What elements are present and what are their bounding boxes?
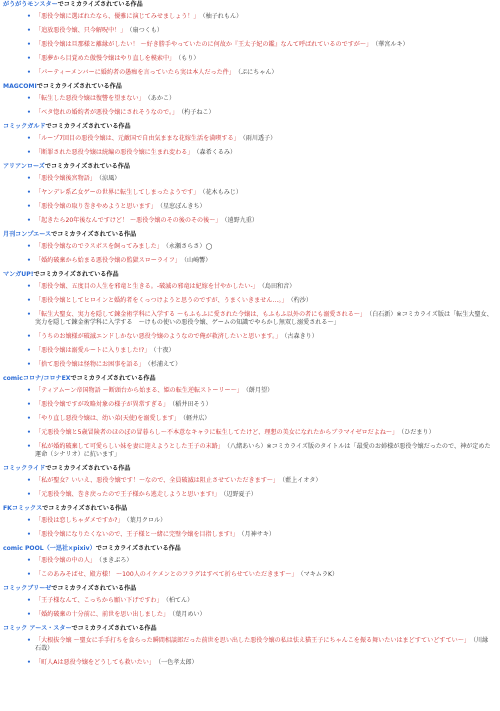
work-title: 「婚約破棄の十分前に、前世を思い出しました」 (35, 611, 167, 618)
work-list (27, 477, 494, 499)
publisher-link[interactable]: コミックライド (3, 465, 46, 472)
work-author: （葉月めい） (172, 611, 206, 618)
work-author: （一色孝太郎） (158, 659, 198, 666)
work-item (27, 55, 494, 63)
work-author: （十夜） (153, 347, 175, 354)
work-list (27, 283, 494, 369)
work-title: 「転生大聖女、実力を隠して錬金術学科に入学する ～もふもふに愛された令嬢は、もふもふ以外の者にも溺愛される～」 (35, 311, 363, 318)
work-title: 「悪役令嬢に選ばれたなら、優雅に演じてみせましょう！」 (35, 13, 197, 20)
work-author: （島田和音） (261, 283, 296, 290)
work-title: 「婚約破棄から始まる悪役令嬢の監獄スローライフ」 (35, 257, 178, 264)
work-title: 「悪役は恋しちゃダメですか?」 (35, 517, 121, 524)
work-author: （杓子ねこ） (181, 109, 215, 116)
work-author: （八緒あいら）※コミカライズ版のタイトルは「最愛のお姉様が悪役令嬢だったので、神が定めた運命（シナリオ）に抗います」 (35, 443, 491, 458)
work-author: （白石新）※コミカライズ版は「転生大聖女、実力を隠して錬金術学科に入学する ～けもの使いの悪役令嬢、ゲームの知識でやらかし無双し溺愛される～」 (35, 311, 493, 326)
work-author: （藍上イオタ） (282, 477, 322, 484)
work-author: （まきぶろ） (98, 557, 133, 564)
work-title: 「悪役令嬢は溺愛ルートに入りました!?」 (35, 347, 148, 354)
work-title: 「元悪役令嬢と5歳冒険者のほのぼの冒暮らし～不本意なキャラに転生してたけど、理想の美女になれたからブラマイゼロだよね～」 (35, 429, 396, 436)
work-title: 「捨て悪役令嬢は怪物にお困事を語る」 (35, 361, 142, 368)
publisher-link[interactable]: comicコロナ/コロナEX (3, 375, 71, 382)
work-item (27, 637, 494, 653)
work-title: 「起きたら20年後なんですけど！ ～悪役令嬢のその後のその後～」 (35, 217, 219, 224)
section-heading-suffix: でコミカライズされている作品 (45, 123, 131, 130)
section-heading-suffix: でコミカライズされている作品 (51, 585, 137, 592)
work-author: （柚子れもん） (202, 13, 243, 20)
work-item (27, 333, 494, 341)
work-author: （杉浦えて） (147, 361, 182, 368)
section-heading (3, 375, 494, 383)
work-list (27, 135, 494, 157)
publisher-link[interactable]: コミックガルド (3, 123, 46, 130)
work-list (27, 517, 494, 539)
work-item (27, 189, 494, 197)
work-author: （ひだまり） (401, 429, 435, 436)
work-item (27, 311, 494, 327)
section-heading-suffix: でコミカライズされている作品 (57, 1, 143, 8)
work-author: （杓沙） (290, 297, 312, 304)
work-list (27, 95, 494, 117)
work-title: 「追放悪役令嬢、只今解呪中！」 (35, 27, 124, 34)
work-author: （扇つくも） (129, 27, 163, 34)
work-item (27, 41, 494, 49)
work-title: 「元悪役令嬢、巻き戻ったので王子様から逃走しようと思います!」 (35, 491, 218, 498)
work-item (27, 401, 494, 409)
work-item (27, 69, 494, 77)
work-item (27, 257, 494, 265)
work-list (27, 387, 494, 459)
work-author: （雨川透子） (242, 135, 277, 142)
section-heading (3, 83, 494, 91)
work-item (27, 243, 494, 251)
work-item (27, 297, 494, 305)
work-author: （ぷにちゃん） (237, 69, 278, 76)
work-list (27, 557, 494, 579)
work-title: 「悪役令嬢後宮物語」 (35, 175, 93, 182)
work-item (27, 361, 494, 369)
publisher-link[interactable]: FKコミックス (3, 505, 43, 512)
work-author: （古森きり） (284, 333, 318, 340)
section-heading (3, 231, 494, 239)
work-title: 「悪夢から目覚めた傲慢令嬢はやり直しを模索中」 (35, 55, 173, 62)
work-author: （葉月クロル） (126, 517, 167, 524)
work-item (27, 557, 494, 565)
work-author: （月神サキ） (241, 531, 275, 538)
work-title: 「悪役令嬢ですが攻略対象の様子が異常すぎる」 (35, 401, 167, 408)
work-author: （柏てん） (165, 597, 194, 604)
publisher-link[interactable]: コミック アース・スター (3, 625, 72, 632)
work-item (27, 387, 494, 395)
section-heading (3, 1, 494, 9)
work-author: （川縁石哉） (35, 637, 489, 652)
work-author: （遠野九重） (224, 217, 258, 224)
work-title: 「ベタ惚れの婚約者が悪役令嬢にされそうなので。」 (35, 109, 176, 116)
publisher-link[interactable]: マンガUP! (3, 271, 34, 278)
work-item (27, 109, 494, 117)
section-heading (3, 545, 494, 553)
work-author: （稲井田そう） (172, 401, 212, 408)
section-heading-suffix: でコミカライズされている作品 (70, 375, 156, 382)
work-author: （辺野夏子） (223, 491, 257, 498)
work-author: （星窓ぽんきち） (159, 203, 206, 210)
section-heading-suffix: でコミカライズされている作品 (95, 545, 181, 552)
work-title: 「悪役令嬢なのでラスボスを飼ってみました」 (35, 243, 160, 250)
work-author: （あかこ） (147, 95, 176, 102)
publisher-link[interactable]: アリアンローズ (3, 163, 45, 170)
work-title: 「パーティーメンバーに婚約者の愚痴を言っていたら実は本人だった件」 (35, 69, 232, 76)
publisher-link[interactable]: 月刊コンプエース (3, 231, 52, 238)
work-author: （森希くるみ） (196, 149, 237, 156)
section-heading (3, 585, 494, 593)
work-item (27, 443, 494, 459)
section-heading-suffix: でコミカライズされている作品 (36, 83, 122, 90)
work-title: 「このあみそばせ、殿方様！ ～100人のイケメンとのフラグはすべて折らせていただきます～」 (35, 571, 295, 578)
work-item (27, 95, 494, 103)
work-item (27, 491, 494, 499)
section-heading-suffix: でコミカライズされている作品 (51, 231, 137, 238)
work-item (27, 531, 494, 539)
work-item (27, 283, 494, 291)
work-title: 「悪役令嬢の取り巻きやめようと思います」 (35, 203, 154, 210)
work-list (27, 175, 494, 225)
work-item (27, 175, 494, 183)
section-heading-suffix: でコミカライズされている作品 (42, 505, 128, 512)
publisher-link[interactable]: MAGCOMI (3, 83, 37, 90)
work-title: 「悪役令嬢は旦那様と離縁がしたい！ ～好き勝手やっていたのに何故か『王太子妃の鑑』なんて呼ばれているのですが～」 (35, 41, 370, 48)
section-heading (3, 625, 494, 633)
work-list (27, 597, 494, 619)
work-item (27, 517, 494, 525)
work-item (27, 27, 494, 35)
work-item (27, 149, 494, 157)
section-heading (3, 465, 494, 473)
work-title: 「町人Aは悪役令嬢をどうしても救いたい」 (35, 659, 152, 666)
work-title: 「悪役令嬢、五度目の人生を邪竜と生きる。-破滅の邪竜は妃嫁を甘やかしたい-」 (35, 283, 256, 290)
work-author: （軽井広） (182, 415, 211, 422)
section-heading (3, 163, 494, 171)
section-heading (3, 271, 494, 279)
work-title: 「ティアムーン帝国物語 ～断頭台から始まる、姫の転生逆転ストーリー～」 (35, 387, 240, 394)
work-title: 「やり直し悪役令嬢は、幼い弟(天使)を溺愛します」 (35, 415, 177, 422)
work-item (27, 477, 494, 485)
work-author: （もり） (178, 55, 200, 62)
work-author: （餅月望） (245, 387, 274, 394)
publisher-link[interactable]: がうがうモンスター (3, 1, 58, 8)
section-heading-suffix: でコミカライズされている作品 (71, 625, 157, 632)
work-title: 「王子様なんて、こっちから願い下げですわ」 (35, 597, 160, 604)
work-list (27, 243, 494, 265)
work-title: 「うちのお嬢様が破滅エンドしかない悪役令嬢のようなので俺が救済したいと思います。」 (35, 333, 279, 340)
work-title: 「私が婚約破棄して可愛らしい妹を妻に迎えようとした王子の末路」 (35, 443, 221, 450)
section-heading-suffix: でコミカライズされている作品 (44, 163, 130, 170)
work-title: 「大根抜令嬢 ～聖女に手手打ちを食らった瞬間相談郎だった前世を思い出した悪役令嬢の私は怯え猫王子にちゃんこを振る舞いたいはまどすていどすてい～」 (35, 637, 467, 644)
work-item (27, 203, 494, 211)
work-list (27, 637, 494, 667)
work-title: 「転生した悪役令嬢は復讐を望まない」 (35, 95, 142, 102)
work-title: 「ヤンデレ系乙女ゲーの世界に転生してしまったようです」 (35, 189, 197, 196)
work-title: 「悪役令嬢になりたくないので、王子様と一緒に完璧令嬢を目指します!」 (35, 531, 236, 538)
work-title: 「ループ7回目の悪役令嬢は、元敵国で自由気ままな花嫁生活を満喫する」 (35, 135, 237, 142)
work-author: （永瀬さらさ）◯ (165, 243, 213, 250)
work-item (27, 217, 494, 225)
work-item (27, 429, 494, 437)
work-title: 「私が聖女？いいえ、悪役令嬢です！～なので、全員破滅は阻止させていただきます～」 (35, 477, 276, 484)
work-item (27, 415, 494, 423)
work-title: 「悪役令嬢としてヒロインと婚約者をくっつけようと思うのですが、うまくいきません…。」 (35, 297, 285, 304)
work-list (27, 13, 494, 77)
work-item (27, 135, 494, 143)
work-author: （マキムラK） (300, 571, 339, 578)
section-heading (3, 505, 494, 513)
work-item (27, 571, 494, 579)
work-item (27, 347, 494, 355)
section-heading-suffix: でコミカライズされている作品 (33, 271, 119, 278)
work-item (27, 13, 494, 21)
work-item (27, 597, 494, 605)
publisher-link[interactable]: comic POOL（一迅社×pixiv） (3, 545, 96, 552)
section-heading-suffix: でコミカライズされている作品 (45, 465, 131, 472)
work-author: （涼風） (98, 175, 121, 182)
publisher-link[interactable]: コミックブリーゼ (3, 585, 52, 592)
work-item (27, 611, 494, 619)
section-heading (3, 123, 494, 131)
work-item (27, 659, 494, 667)
work-author: （華宮ルキ） (375, 41, 409, 48)
work-author: （花木もみじ） (202, 189, 243, 196)
work-title: 「悪役令嬢の中の人」 (35, 557, 93, 564)
work-title: 「断罪された悪役令嬢は続編の悪役令嬢に生まれ変わる」 (35, 149, 191, 156)
work-author: （山崎響） (183, 257, 212, 264)
